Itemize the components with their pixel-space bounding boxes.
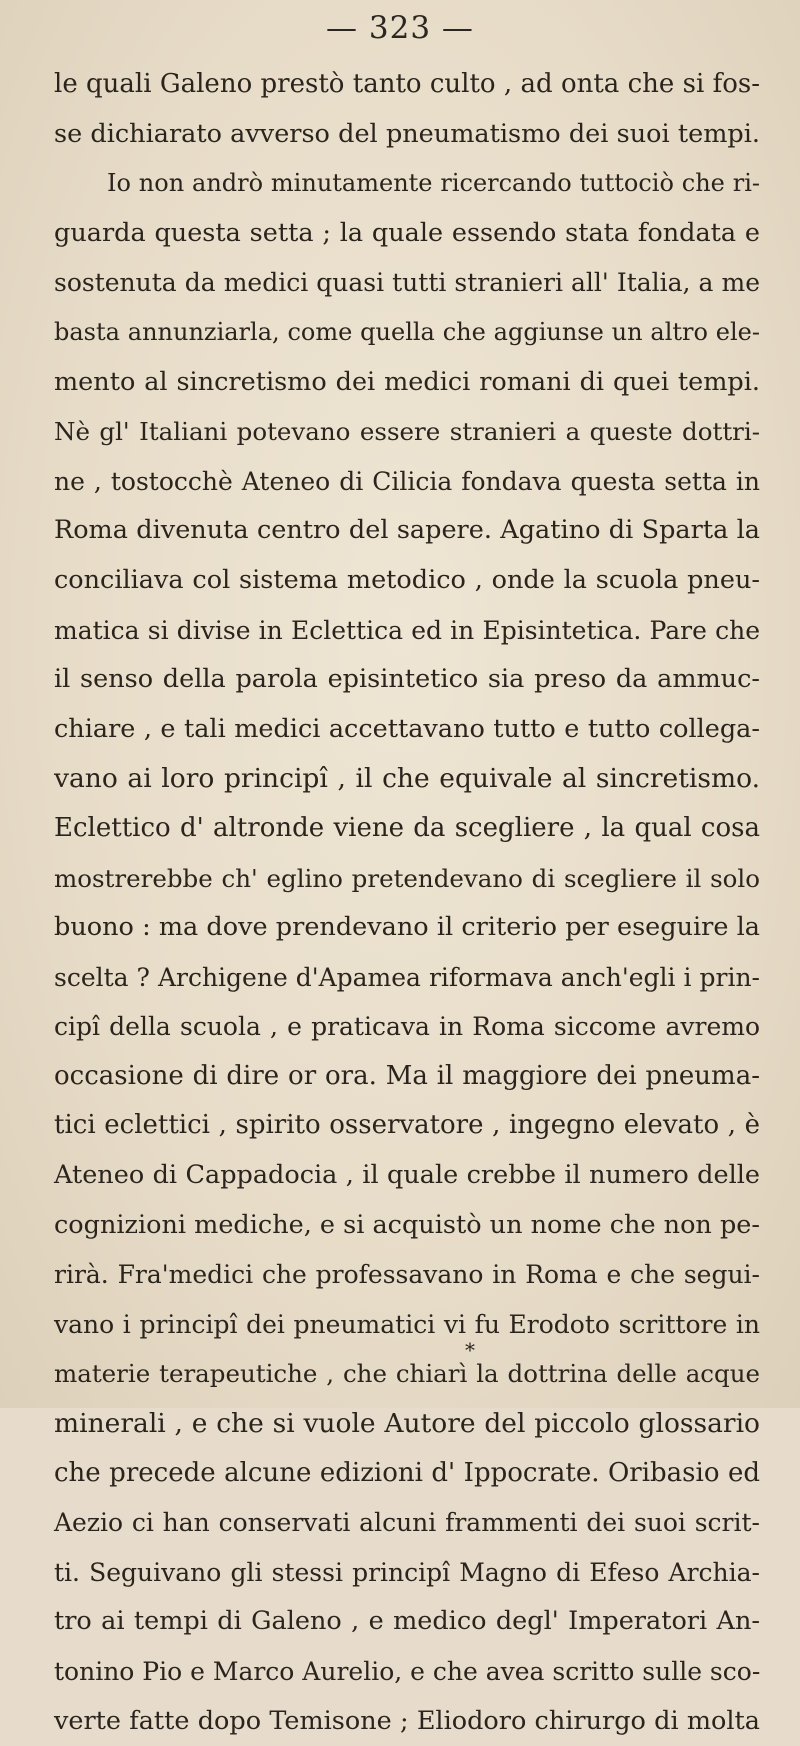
text-line: Io non andrò minutamente ricercando tuttociò che ri- bbox=[107, 169, 760, 198]
text-line: Eclettico d' altronde viene da scegliere , la qual cosa bbox=[54, 812, 760, 843]
text-line: Aezio ci han conservati alcuni frammenti dei suoi scrit- bbox=[54, 1508, 760, 1538]
body-text bbox=[54, 60, 760, 1746]
text-line: scelta ? Archigene d'Apamea riformava anch'egli i prin- bbox=[54, 962, 760, 992]
text-line: Roma divenuta centro del sapere. Agatino di Sparta la bbox=[54, 515, 760, 546]
text-line: conciliava col sistema metodico , onde la scuola pneu- bbox=[54, 564, 760, 595]
text-line: tici eclettici , spirito osservatore , ingegno elevato , è bbox=[54, 1110, 760, 1141]
text-line: il senso della parola episintetico sia preso da ammuc- bbox=[54, 664, 760, 695]
text-line: le quali Galeno prestò tanto culto , ad onta che si fos- bbox=[54, 69, 760, 99]
text-line: ne , tostocchè Ateneo di Cilicia fondava questa setta in bbox=[54, 466, 760, 496]
text-line: mento al sincretismo dei medici romani di quei tempi. bbox=[54, 366, 760, 397]
text-line: matica si divise in Eclettica ed in Episintetica. Pare che bbox=[54, 615, 760, 645]
text-line: che precede alcune edizioni d' Ippocrate. Oribasio ed bbox=[54, 1457, 760, 1488]
text-line: Ateneo di Cappadocia , il quale crebbe il numero delle bbox=[54, 1160, 760, 1191]
text-line: guarda questa setta ; la quale essendo stata fondata e bbox=[54, 217, 760, 248]
text-line: basta annunziarla, come quella che aggiunse un altro ele- bbox=[54, 317, 760, 346]
text-line: vano ai loro principî , il che equivale al sincretismo. bbox=[54, 763, 760, 795]
text-line: tonino Pio e Marco Aurelio, e che avea scritto sulle sco- bbox=[54, 1657, 761, 1686]
text-line: occasione di dire or ora. Ma il maggiore dei pneuma- bbox=[54, 1060, 760, 1091]
text-line: materie terapeutiche , che chiarì la dottrina delle acque bbox=[54, 1359, 760, 1389]
text-line: mostrerebbe ch' eglino pretendevano di scegliere il solo bbox=[54, 863, 760, 893]
text-line: buono : ma dove prendevano il criterio per eseguire la bbox=[54, 912, 760, 943]
text-line: tro ai tempi di Galeno , e medico degl' Imperatori An- bbox=[54, 1606, 760, 1637]
text-line: se dichiarato avverso del pneumatismo dei suoi tempi. bbox=[54, 118, 760, 149]
text-line: rirà. Fra'medici che professavano in Roma e che segui- bbox=[54, 1260, 760, 1290]
text-line: cipî della scuola , e praticava in Roma siccome avremo bbox=[54, 1012, 760, 1042]
text-line: minerali , e che si vuole Autore del piccolo glossario bbox=[54, 1408, 760, 1440]
signature-mark: * bbox=[465, 1338, 475, 1362]
text-line: vano i principî dei pneumatici vi fu Erodoto scrittore in bbox=[54, 1309, 760, 1339]
text-line: ti. Seguivano gli stessi principî Magno di Efeso Archia- bbox=[54, 1557, 760, 1587]
text-line: sostenuta da medici quasi tutti stranieri all' Italia, a me bbox=[54, 268, 760, 298]
text-line: chiare , e tali medici accettavano tutto e tutto collega- bbox=[54, 713, 760, 744]
page-number-header: — 323 — bbox=[326, 10, 474, 46]
text-line: Nè gl' Italiani potevano essere stranieri a queste dottri- bbox=[54, 417, 760, 447]
text-line: verte fatte dopo Temisone ; Eliodoro chirurgo di molta bbox=[54, 1705, 760, 1736]
text-line: cognizioni mediche, e si acquistò un nome che non pe- bbox=[54, 1209, 760, 1240]
